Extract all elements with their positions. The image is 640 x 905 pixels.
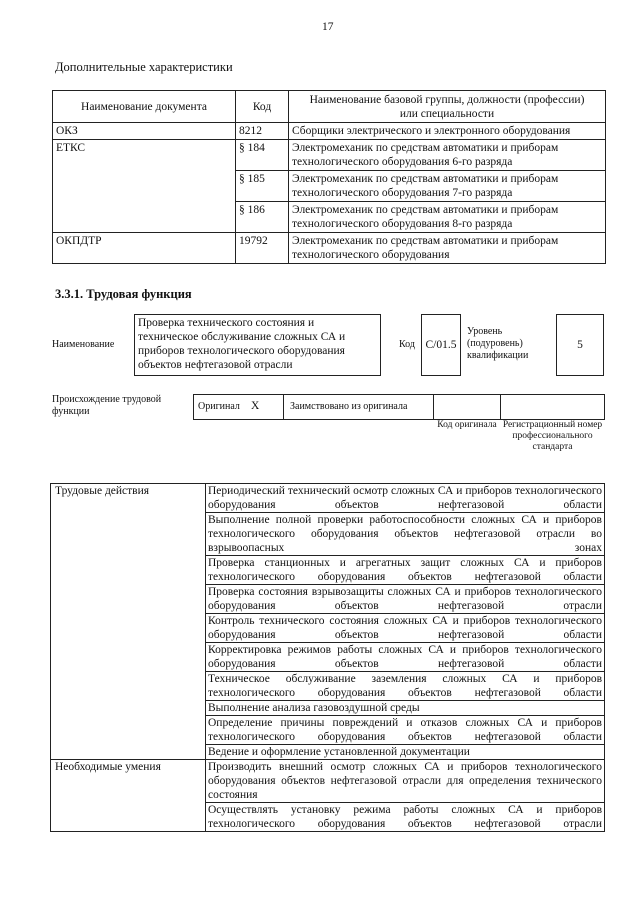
skill-item: Производить внешний осмотр сложных СА и приборов технологического оборудования объектов нефтегазовой отрасли для определения технического состояния [206,760,605,803]
row-name: Электромеханик по средствам автоматики и приборам технологического оборудования [289,233,606,264]
skill-item: Осуществлять установку режима работы сложных СА и приборов технологического оборудования объектов нефтегазовой отрасли [206,803,605,832]
row-code: § 185 [236,171,289,202]
code-original-caption: Код оригинала [437,420,497,430]
name-label: Наименование [52,339,115,350]
code-label: Код [399,339,415,350]
header-doc: Наименование документа [53,91,236,123]
row-doc: ЕТКС [53,140,236,233]
labor-action: Корректировка режимов работы сложных СА и приборов технологического оборудования объектов нефтегазовой области [206,643,605,672]
reg-number-caption: Регистрационный номер профессионального стандарта [502,420,603,452]
labor-action: Ведение и оформление установленной документации [206,745,605,760]
labor-action: Выполнение анализа газовоздушной среды [206,701,605,716]
function-name-box: Проверка технического состояния и техническое обслуживание сложных СА и приборов технологического оборудования объектов нефтегазовой отрасли [134,314,381,376]
labor-action: Техническое обслуживание заземления сложных СА и приборов технологического оборудования объектов нефтегазовой области [206,672,605,701]
table-row [51,484,605,513]
labor-actions-label: Трудовые действия [51,484,206,760]
labor-action: Проверка состояния взрывозащиты сложных СА и приборов технологического оборудования объектов нефтегазовой отрасли [206,585,605,614]
page-number: 17 [322,21,334,33]
row-name: Сборщики электрического и электронного оборудования [289,123,606,140]
labor-action: Проверка станционных и агрегатных защит сложных СА и приборов технологического оборудования объектов нефтегазовой области [206,556,605,585]
header-name: Наименование базовой группы, должности (профессии) или специальности [289,91,606,123]
row-code: § 186 [236,202,289,233]
labor-action: Определение причины повреждений и отказов сложных СА и приборов технологического оборудования объектов нефтегазовой области [206,716,605,745]
row-doc: ОКЗ [53,123,236,140]
skills-label: Необходимые умения [51,760,206,832]
labor-action: Контроль технического состояния сложных СА и приборов технологического оборудования объектов нефтегазовой области [206,614,605,643]
level-label: Уровень (подуровень) квалификации [467,326,529,361]
header-code: Код [236,91,289,123]
row-code: 8212 [236,123,289,140]
origin-divider-2 [433,394,434,420]
level-value-box: 5 [556,314,604,376]
section-heading: Дополнительные характеристики [55,60,233,74]
borrowed-label: Заимствовано из оригинала [290,401,408,412]
table-row [53,233,606,264]
original-mark: Х [251,400,260,412]
row-name: Электромеханик по средствам автоматики и приборам технологического оборудования 8-го разряда [289,202,606,233]
labor-action: Периодический технический осмотр сложных СА и приборов технологического оборудования объектов нефтегазовой области [206,484,605,513]
original-label: Оригинал [198,401,240,412]
row-doc: ОКПДТР [53,233,236,264]
row-code: 19792 [236,233,289,264]
function-details-table [50,483,605,832]
characteristics-table [52,90,606,264]
origin-divider-1 [283,394,284,420]
table-row [51,760,605,803]
row-name: Электромеханик по средствам автоматики и приборам технологического оборудования 7-го разряда [289,171,606,202]
table-row [53,123,606,140]
table-row [53,140,606,171]
labor-action: Выполнение полной проверки работоспособности сложных СА и приборов технологического оборудования объектов нефтегазовой отрасли во взрывоопасных зонах [206,513,605,556]
table-header-row [53,91,606,123]
origin-divider-3 [500,394,501,420]
row-name: Электромеханик по средствам автоматики и приборам технологического оборудования 6-го разряда [289,140,606,171]
row-code: § 184 [236,140,289,171]
origin-label: Происхождение трудовой функции [52,394,162,417]
function-heading: 3.3.1. Трудовая функция [55,287,192,301]
function-code-box: С/01.5 [421,314,461,376]
